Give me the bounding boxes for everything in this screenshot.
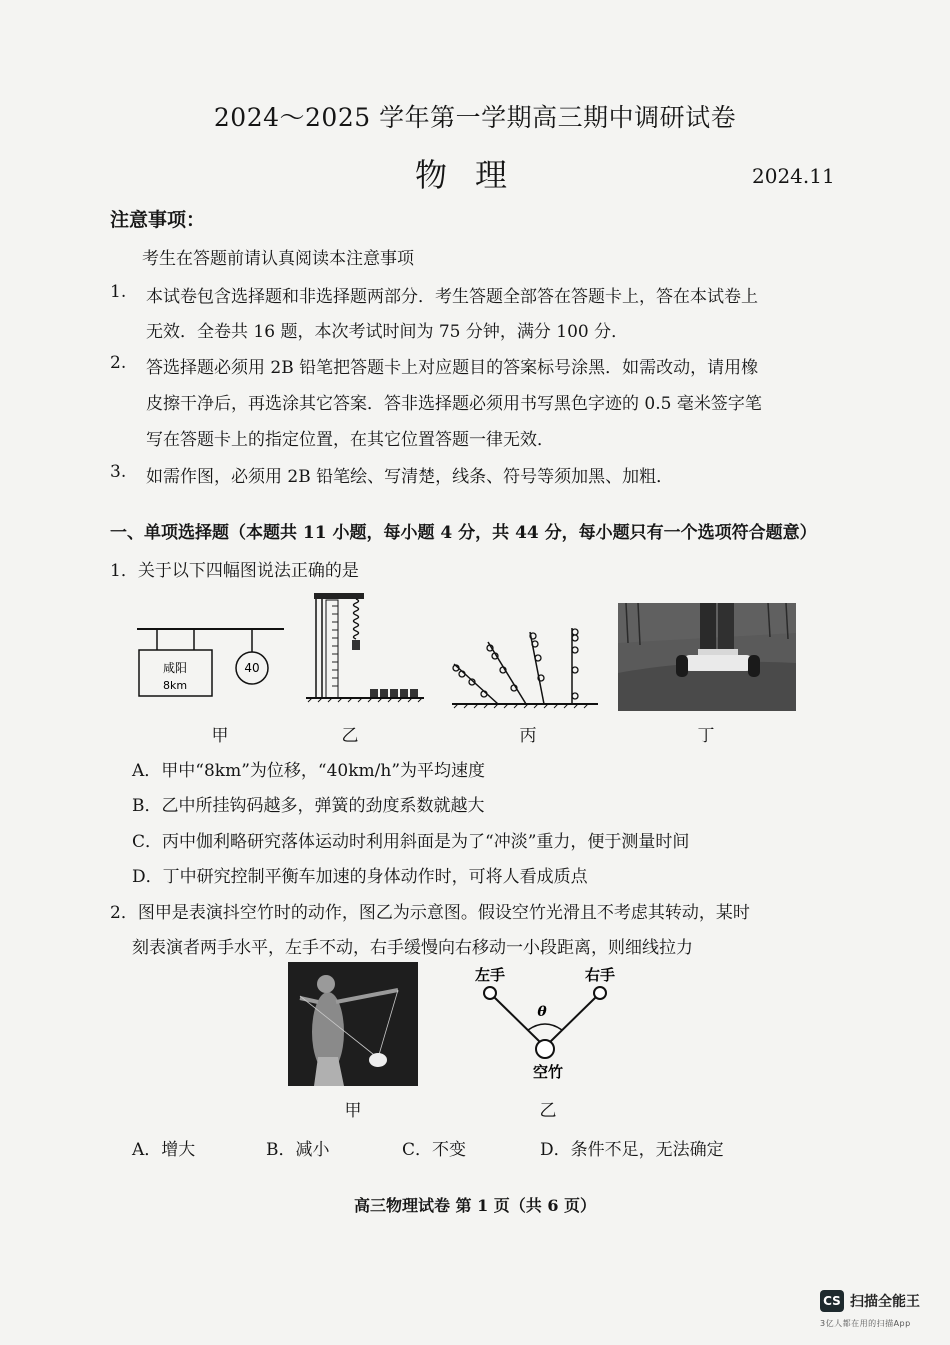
q1-caption-jia: 甲	[211, 726, 229, 746]
q1-figure-yi	[300, 588, 425, 710]
q2-caption-yi: 乙	[539, 1101, 557, 1121]
note-1-num: 1.	[110, 282, 127, 302]
right-hand-label: 右手	[584, 966, 616, 984]
scanner-logo-icon: CS	[820, 1290, 844, 1312]
section-heading: 一、单项选择题（本题共 11 小题，每小题 4 分，共 44 分，每小题只有一个选项符合题意）	[110, 523, 817, 543]
q1-figure-bing	[448, 622, 600, 712]
q2-option-a: A．增大	[132, 1140, 196, 1160]
q2-option-c: C．不变	[402, 1140, 467, 1160]
q1-caption-bing: 丙	[519, 726, 537, 746]
note-1-line-2: 无效．全卷共 16 题，本次考试时间为 75 分钟，满分 100 分．	[146, 322, 629, 342]
q2-figure-yi-diagram	[462, 960, 632, 1086]
page-footer: 高三物理试卷 第 1 页（共 6 页）	[353, 1196, 597, 1215]
jia-speed-sign: 40	[244, 661, 260, 675]
exam-title: 2024～2025 学年第一学期高三期中调研试卷	[213, 103, 737, 132]
notes-heading: 注意事项：	[110, 209, 206, 231]
angle-label: θ	[537, 1004, 547, 1020]
q1-caption-ding: 丁	[697, 726, 715, 746]
left-hand-label: 左手	[474, 966, 506, 984]
scanner-tagline: 3亿人都在用的扫描App	[820, 1319, 911, 1328]
note-1-line-1: 本试卷包含选择题和非选择题两部分．考生答题全部答在答题卡上，答在本试卷上	[146, 287, 758, 307]
scanner-app-name: 扫描全能王	[850, 1294, 920, 1310]
exam-date: 2024.11	[752, 164, 835, 188]
q1-option-a: A．甲中“8km”为位移，“40km/h”为平均速度	[132, 761, 486, 781]
q1-stem: 1．关于以下四幅图说法正确的是	[110, 561, 359, 581]
q2-option-b: B．减小	[266, 1140, 330, 1160]
q1-figure-jia	[132, 620, 288, 710]
note-3-line-1: 如需作图，必须用 2B 铅笔绘、写清楚，线条、符号等须加黑、加粗．	[146, 467, 674, 487]
q2-option-d: D．条件不足，无法确定	[540, 1140, 724, 1160]
q2-stem-line-2: 刻表演者两手水平，左手不动，右手缓慢向右移动一小段距离，则细线拉力	[132, 938, 693, 958]
note-2-line-2: 皮擦干净后，再选涂其它答案．答非选择题必须用书写黑色字迹的 0.5 毫米签字笔	[146, 394, 762, 414]
q2-figure-jia-photo	[288, 962, 418, 1086]
q1-option-c: C．丙中伽利略研究落体运动时利用斜面是为了“冲淡”重力，便于测量时间	[132, 832, 690, 852]
q1-figure-ding-photo	[618, 603, 796, 711]
notes-intro: 考生在答题前请认真阅读本注意事项	[142, 249, 414, 269]
note-2-line-1: 答选择题必须用 2B 铅笔把答题卡上对应题目的答案标号涂黑．如需改动，请用橡	[146, 358, 759, 378]
note-2-num: 2.	[110, 353, 127, 373]
q1-option-b: B．乙中所挂钩码越多，弹簧的劲度系数就越大	[132, 796, 485, 816]
subject-title: 物理	[414, 156, 535, 194]
jia-sign-city: 咸阳	[162, 661, 188, 675]
q2-stem-line-1: 2．图甲是表演抖空竹时的动作，图乙为示意图。假设空竹光滑且不考虑其转动，某时	[110, 903, 750, 923]
jia-sign-distance: 8km	[162, 679, 188, 692]
q1-option-d: D．丁中研究控制平衡车加速的身体动作时，可将人看成质点	[132, 867, 588, 887]
q2-caption-jia: 甲	[344, 1101, 362, 1121]
note-2-line-3: 写在答题卡上的指定位置，在其它位置答题一律无效．	[146, 430, 554, 450]
q1-caption-yi: 乙	[341, 726, 359, 746]
diabolo-label: 空竹	[532, 1063, 564, 1081]
note-3-num: 3.	[110, 462, 127, 482]
